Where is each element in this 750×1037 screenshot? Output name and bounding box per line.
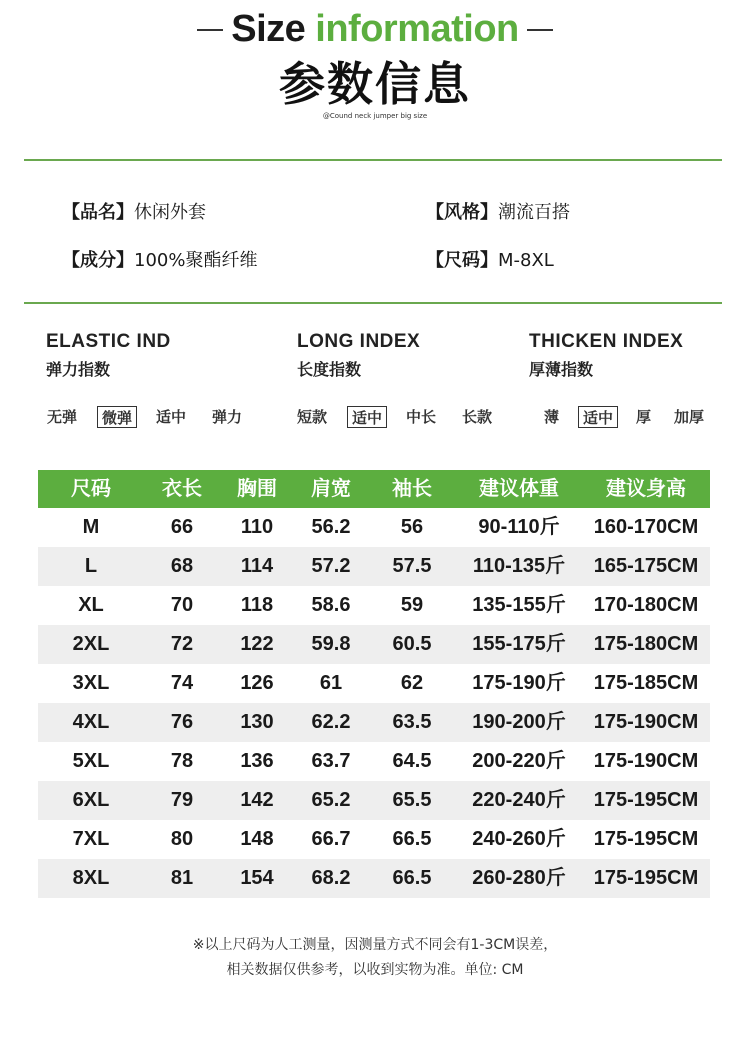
table-cell: L [84, 555, 98, 577]
thicken-index-title-cn: 厚薄指数 [529, 360, 594, 379]
table-cell: 68 [170, 555, 194, 577]
table-cell: 175-195CM [593, 828, 699, 850]
info-label: 【品名】 [62, 202, 134, 223]
title-size: Size [231, 8, 306, 50]
thicken-index-title-en: THICKEN INDEX [529, 331, 684, 352]
table-cell: 2XL [72, 633, 110, 655]
table-cell: 65.2 [311, 789, 351, 811]
long-option: 短款 [297, 408, 328, 426]
header-shoulder: 肩宽 [311, 478, 351, 500]
table-cell: 62 [400, 672, 424, 694]
table-cell: 61 [319, 672, 343, 694]
table-cell: 66.5 [392, 828, 432, 850]
divider-top [24, 159, 722, 161]
header-sleeve: 袖长 [392, 478, 432, 500]
info-label: 【风格】 [426, 202, 498, 223]
long-option: 中长 [406, 408, 437, 426]
table-cell: 80 [170, 828, 194, 850]
page-header [0, 0, 750, 160]
long-index-title-en: LONG INDEX [297, 331, 421, 352]
table-cell: 114 [240, 555, 274, 577]
table-cell: 110-135斤 [472, 555, 566, 577]
table-row [38, 820, 710, 859]
info-value: 潮流百搭 [498, 202, 570, 223]
table-cell: 62.2 [311, 711, 351, 733]
table-cell: 72 [170, 633, 194, 655]
header-height: 建议身高 [606, 478, 686, 500]
thicken-option: 厚 [636, 408, 652, 426]
info-item-name [62, 198, 206, 224]
table-cell: 110 [240, 516, 274, 538]
info-value: 100%聚酯纤维 [134, 250, 258, 271]
table-cell: 175-185CM [593, 672, 699, 694]
elastic-option: 无弹 [47, 408, 78, 426]
table-cell: 4XL [72, 711, 110, 733]
table-cell: 74 [170, 672, 194, 694]
table-row [38, 586, 710, 625]
title-dash-left [197, 29, 223, 31]
table-cell: 8XL [72, 867, 110, 889]
info-value: M-8XL [498, 250, 554, 271]
table-cell: 63.5 [392, 711, 432, 733]
table-row [38, 859, 710, 898]
elastic-option: 适中 [156, 408, 187, 426]
table-cell: 59.8 [311, 633, 351, 655]
info-item-style [426, 198, 570, 224]
table-cell: 56.2 [311, 516, 351, 538]
table-cell: 59 [400, 594, 424, 616]
table-cell: 65.5 [392, 789, 432, 811]
table-cell: 175-195CM [593, 789, 699, 811]
title-information: information [315, 8, 519, 50]
info-label: 【成分】 [62, 250, 134, 271]
table-cell: 175-190斤 [472, 672, 566, 694]
table-cell: 118 [240, 594, 274, 616]
info-item-size-range [426, 246, 554, 272]
table-cell: 58.6 [311, 594, 351, 616]
table-body [38, 508, 710, 898]
table-cell: 136 [240, 750, 274, 772]
table-cell: 57.5 [392, 555, 432, 577]
footer-note-line2: 相关数据仅供参考，以收到实物为准。单位: CM [226, 962, 524, 978]
table-cell: 142 [240, 789, 274, 811]
table-cell: 5XL [72, 750, 110, 772]
table-cell: 135-155斤 [472, 594, 566, 616]
info-label: 【尺码】 [426, 250, 498, 271]
table-cell: 155-175斤 [472, 633, 566, 655]
table-row [38, 547, 710, 586]
long-option-selected: 适中 [347, 406, 387, 428]
table-cell: 160-170CM [593, 516, 699, 538]
elastic-option-selected: 微弹 [97, 406, 137, 428]
table-cell: 190-200斤 [472, 711, 566, 733]
elastic-option: 弹力 [212, 408, 243, 426]
thicken-option-selected: 适中 [578, 406, 618, 428]
table-cell: 154 [240, 867, 274, 889]
table-cell: 126 [240, 672, 274, 694]
table-cell: M [82, 516, 100, 538]
table-cell: 175-195CM [593, 867, 699, 889]
table-cell: 68.2 [311, 867, 351, 889]
thicken-option: 加厚 [674, 408, 705, 426]
table-row [38, 508, 710, 547]
table-cell: 6XL [72, 789, 110, 811]
table-cell: 240-260斤 [472, 828, 566, 850]
footer-note-line1: ※以上尺码为人工测量，因测量方式不同会有1-3CM误差， [192, 937, 558, 953]
table-cell: 78 [170, 750, 194, 772]
table-cell: 260-280斤 [472, 867, 566, 889]
table-cell: 170-180CM [593, 594, 699, 616]
table-cell: 200-220斤 [472, 750, 566, 772]
page-title-cn: 参数信息 [279, 57, 471, 111]
table-cell: 60.5 [392, 633, 432, 655]
table-cell: 56 [400, 516, 424, 538]
table-cell: XL [78, 594, 104, 616]
table-row [38, 664, 710, 703]
table-row [38, 781, 710, 820]
table-cell: 175-190CM [593, 750, 699, 772]
header-length: 衣长 [162, 478, 202, 500]
table-cell: 66.7 [311, 828, 351, 850]
long-index-title-cn: 长度指数 [297, 360, 362, 379]
page-subtitle: @Cound neck jumper big size [322, 112, 428, 120]
header-weight: 建议体重 [479, 478, 559, 500]
table-cell: 63.7 [311, 750, 351, 772]
table-cell: 64.5 [392, 750, 432, 772]
elastic-index-title-cn: 弹力指数 [46, 360, 111, 379]
table-cell: 7XL [72, 828, 110, 850]
table-cell: 57.2 [311, 555, 351, 577]
long-option: 长款 [462, 408, 493, 426]
header-chest: 胸围 [237, 478, 277, 500]
table-cell: 66.5 [392, 867, 432, 889]
table-cell: 79 [170, 789, 194, 811]
table-row [38, 625, 710, 664]
table-header-row [38, 470, 710, 508]
table-cell: 66 [170, 516, 194, 538]
table-cell: 175-190CM [593, 711, 699, 733]
table-cell: 81 [170, 867, 194, 889]
table-cell: 3XL [72, 672, 110, 694]
thicken-option: 薄 [544, 408, 560, 426]
title-dash-right [527, 29, 553, 31]
table-cell: 148 [240, 828, 274, 850]
info-value: 休闲外套 [134, 202, 206, 223]
divider-middle [24, 302, 722, 304]
elastic-index-title-en: ELASTIC IND [46, 331, 171, 352]
table-cell: 130 [240, 711, 274, 733]
table-cell: 70 [170, 594, 194, 616]
table-cell: 165-175CM [593, 555, 699, 577]
table-cell: 220-240斤 [472, 789, 566, 811]
table-cell: 175-180CM [593, 633, 699, 655]
table-row [38, 703, 710, 742]
title-row [0, 8, 750, 51]
table-cell: 90-110斤 [478, 516, 560, 538]
size-table [38, 470, 710, 898]
table-row [38, 742, 710, 781]
header-size: 尺码 [71, 478, 111, 500]
table-cell: 122 [240, 633, 274, 655]
info-item-material [62, 246, 257, 272]
table-cell: 76 [170, 711, 194, 733]
